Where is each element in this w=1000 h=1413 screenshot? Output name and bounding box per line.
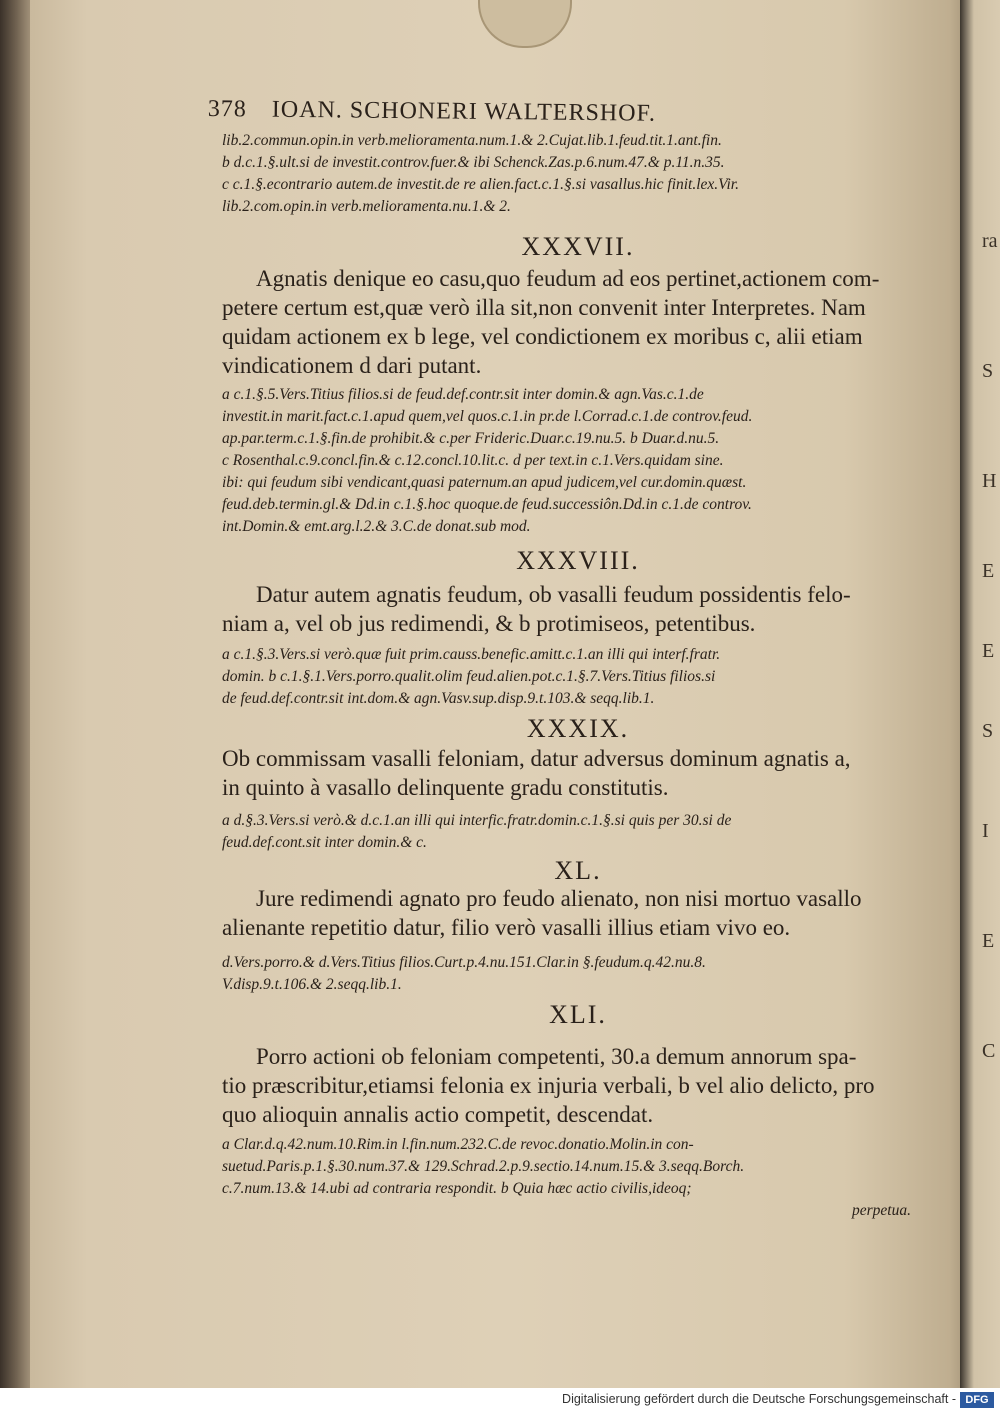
margin-fragment: C <box>982 1040 996 1062</box>
note-line: perpetua. <box>852 1202 911 1219</box>
section-text <box>222 264 942 380</box>
text-line: Datur autem agnatis feudum, ob vasalli feudum possidentis felo- <box>256 582 851 607</box>
text-line: petere certum est,quæ verò illa sit,non convenit inter Interpretes. Nam <box>222 295 866 320</box>
margin-fragment: S <box>982 360 994 382</box>
margin-fragment: I <box>982 820 989 842</box>
section-text <box>222 884 942 942</box>
note-line: domin. b c.1.§.1.Vers.porro.qualit.olim feud.alien.pot.c.1.§.7.Vers.Titius filios.si <box>222 668 716 685</box>
margin-fragment: E <box>982 930 995 952</box>
running-header <box>208 96 938 131</box>
note-line: lib.2.com.opin.in verb.melioramenta.nu.1.& 2. <box>222 198 511 215</box>
note-line: V.disp.9.t.106.& 2.seqq.lib.1. <box>222 976 402 993</box>
note-line: d.Vers.porro.& d.Vers.Titius filios.Curt.p.4.nu.151.Clar.in §.feudum.q.42.nu.8. <box>222 954 706 971</box>
digitization-footer <box>0 1388 1000 1413</box>
section-footnotes <box>222 952 942 996</box>
note-line: lib.2.commun.opin.in verb.melioramenta.num.1.& 2.Cujat.lib.1.feud.tit.1.ant.fin. <box>222 132 722 149</box>
note-line: c.7.num.13.& 14.ubi ad contraria respondit. b Quia hæc actio civilis,ideoq; <box>222 1180 692 1197</box>
section-heading: XXXVII. <box>521 232 635 261</box>
section-footnotes <box>222 644 942 710</box>
note-line: ap.par.term.c.1.§.fin.de prohibit.& c.per Frideric.Duar.c.19.nu.5. b Duar.d.nu.5. <box>222 430 720 447</box>
section-text <box>222 580 942 638</box>
note-line: suetud.Paris.p.1.§.30.num.37.& 129.Schrad.2.p.9.sectio.14.num.15.& 3.seqq.Borch. <box>222 1158 745 1175</box>
margin-fragment: E <box>982 560 995 582</box>
text-line: tio præscribitur,etiamsi felonia ex injuria verbali, b vel alio delicto, pro <box>222 1073 875 1098</box>
section-footnotes <box>222 1134 942 1222</box>
top-footnotes <box>222 130 942 218</box>
text-line: quidam actionem ex b lege, vel condictionem ex moribus c, alii etiam <box>222 324 863 349</box>
footer-credit: Digitalisierung gefördert durch die Deutsche Forschungsgemeinschaft - <box>562 1392 956 1406</box>
section-footnotes <box>222 384 942 538</box>
text-line: Jure redimendi agnato pro feudo alienato, non nisi mortuo vasallo <box>256 886 862 911</box>
margin-fragment: E <box>982 640 995 662</box>
note-line: de feud.def.contr.sit int.dom.& agn.Vasv.sup.disp.9.t.103.& seqq.lib.1. <box>222 690 655 707</box>
note-line: a c.1.§.5.Vers.Titius filios.si de feud.def.contr.sit inter domin.& agn.Vas.c.1.de <box>222 386 704 403</box>
section-heading: XLI. <box>549 1000 607 1029</box>
section-heading: XXXIX. <box>526 714 630 743</box>
dfg-logo: DFG <box>960 1392 994 1408</box>
margin-fragment: H <box>982 470 997 492</box>
section-text <box>222 744 942 802</box>
margin-fragment: ra <box>982 230 998 252</box>
section-heading: XXXVIII. <box>516 546 640 575</box>
text-line: alienante repetitio datur, filio verò vasalli illius etiam vivo eo. <box>222 915 791 940</box>
section-heading: XL. <box>554 856 602 885</box>
note-line: ibi: qui feudum sibi vendicant,quasi paternum.an apud judicem,vel cur.domin.quæst. <box>222 474 747 491</box>
note-line: investit.in marit.fact.c.1.apud quem,vel quos.c.1.in pr.de l.Corrad.c.1.de controv.feud. <box>222 408 753 425</box>
text-line: vindicationem d dari putant. <box>222 353 482 378</box>
text-line: niam a, vel ob jus redimendi, & b protimiseos, petentibus. <box>222 611 756 636</box>
text-line: Porro actioni ob feloniam competenti, 30.a demum annorum spa- <box>256 1044 857 1069</box>
note-line: c Rosenthal.c.9.concl.fin.& c.12.concl.10.lit.c. d per text.in c.1.Vers.quidam sine. <box>222 452 724 469</box>
margin-fragment: S <box>982 720 994 742</box>
text-line: quo alioquin annalis actio competit, descendat. <box>222 1102 654 1127</box>
section-footnotes <box>222 810 942 854</box>
note-line: a Clar.d.q.42.num.10.Rim.in l.fin.num.232.C.de revoc.donatio.Molin.in con- <box>222 1136 694 1153</box>
note-line: b d.c.1.§.ult.si de investit.controv.fuer.& ibi Schenck.Zas.p.6.num.47.& p.11.n.35. <box>222 154 725 171</box>
note-line: a d.§.3.Vers.si verò.& d.c.1.an illi qui interfic.fratr.domin.c.1.§.si quis per 30.si de <box>222 812 732 829</box>
text-line: Ob commissam vasalli feloniam, datur adversus dominum agnatis a, <box>222 746 851 771</box>
page-number: 378 <box>207 96 247 123</box>
note-line: feud.deb.termin.gl.& Dd.in c.1.§.hoc quoque.de feud.successiôn.Dd.in c.1.de controv. <box>222 496 752 513</box>
text-line: in quinto à vasallo delinquente gradu constitutis. <box>222 775 669 800</box>
note-line: feud.def.cont.sit inter domin.& c. <box>222 834 427 851</box>
note-line: a c.1.§.3.Vers.si verò.quæ fuit prim.causs.benefic.amitt.c.1.an illi qui interf.fratr. <box>222 646 721 663</box>
note-line: c c.1.§.econtrario autem.de investit.de re alien.fact.c.1.§.si vasallus.hic finit.lex.Vir. <box>222 176 739 193</box>
section-text <box>222 1042 942 1129</box>
note-line: int.Domin.& emt.arg.l.2.& 3.C.de donat.sub mod. <box>222 518 531 535</box>
text-line: Agnatis denique eo casu,quo feudum ad eos pertinet,actionem com- <box>256 266 880 291</box>
running-title: IOAN. SCHONERI WALTERSHOF. <box>271 96 657 127</box>
